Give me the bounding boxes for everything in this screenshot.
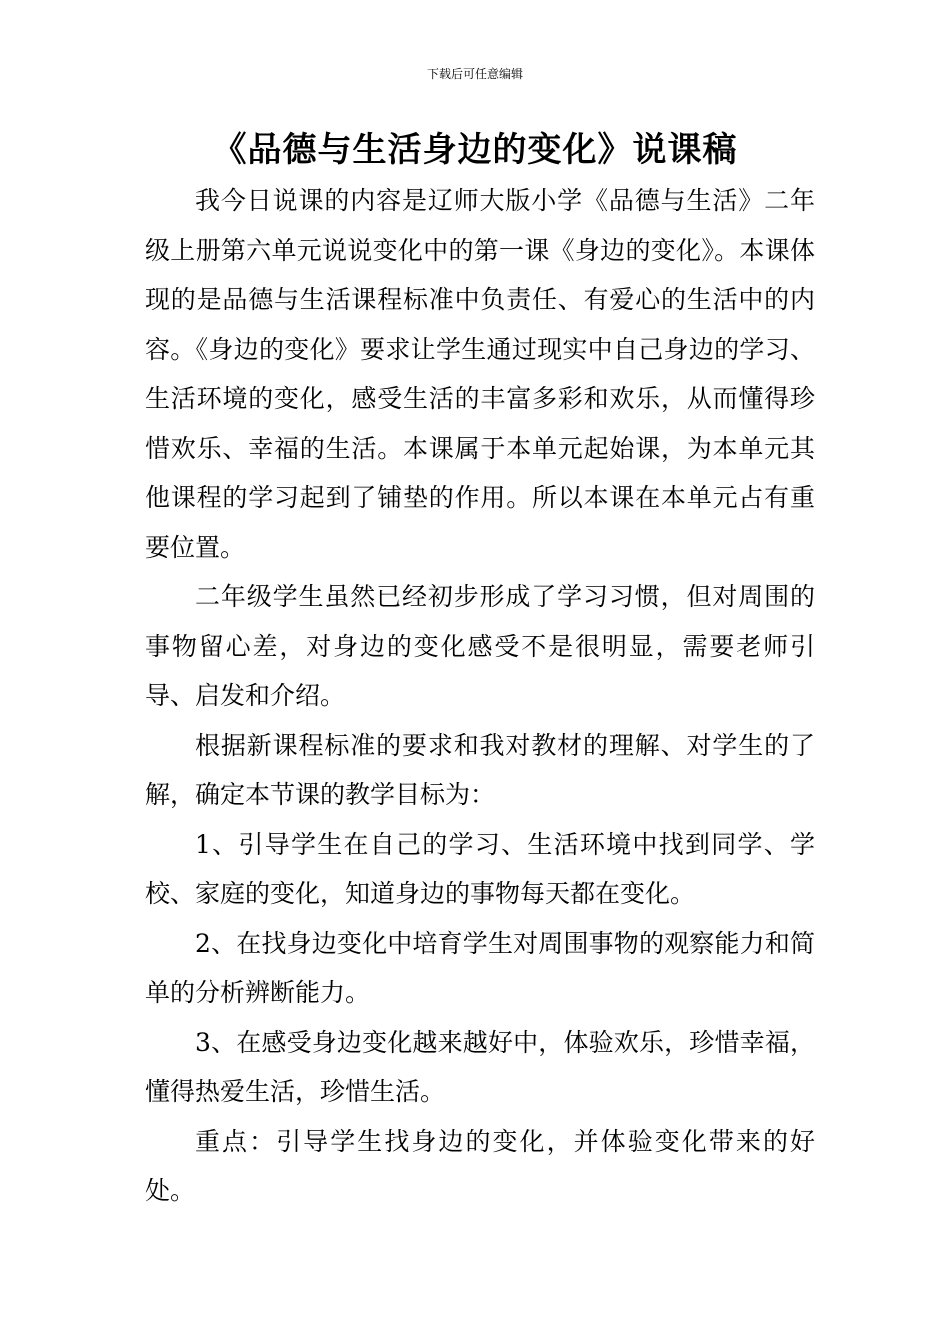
paragraph-objective-2: 2、在找身边变化中培育学生对周围事物的观察能力和简单的分析辨断能力。 xyxy=(145,928,815,1007)
document-title: 《品德与生活身边的变化》说课稿 xyxy=(212,130,738,170)
paragraph-intro: 我今日说课的内容是辽师大版小学《品德与生活》二年级上册第六单元说说变化中的第一课《身边的变化》。本课体现的是品德与生活课程标准中负责任、有爱心的生活中的内容。《身边的变化》要求让学生通过现实中自己身边的学习、生活环境的变化，感受生活的丰富多彩和欢乐，从而懂得珍惜欢乐、幸福的生活。本课属于本单元起始课，为本单元其他课程的学习起到了铺垫的作用。所以本课在本单元占有重要位置。 xyxy=(145,186,815,562)
header-note: 下载后可任意编辑 xyxy=(426,67,523,81)
document-body xyxy=(145,176,815,1216)
paragraph-objectives-intro: 根据新课程标准的要求和我对教材的理解、对学生的了解，确定本节课的教学目标为： xyxy=(145,730,815,809)
paragraph-students: 二年级学生虽然已经初步形成了学习习惯，但对周围的事物留心差，对身边的变化感受不是很明显，需要老师引导、启发和介绍。 xyxy=(145,582,815,710)
paragraph-objective-3: 3、在感受身边变化越来越好中，体验欢乐，珍惜幸福，懂得热爱生活，珍惜生活。 xyxy=(145,1027,815,1106)
paragraph-key-point: 重点：引导学生找身边的变化，并体验变化带来的好处。 xyxy=(145,1126,815,1205)
paragraph-objective-1: 1、引导学生在自己的学习、生活环境中找到同学、学校、家庭的变化，知道身边的事物每天都在变化。 xyxy=(145,829,815,908)
